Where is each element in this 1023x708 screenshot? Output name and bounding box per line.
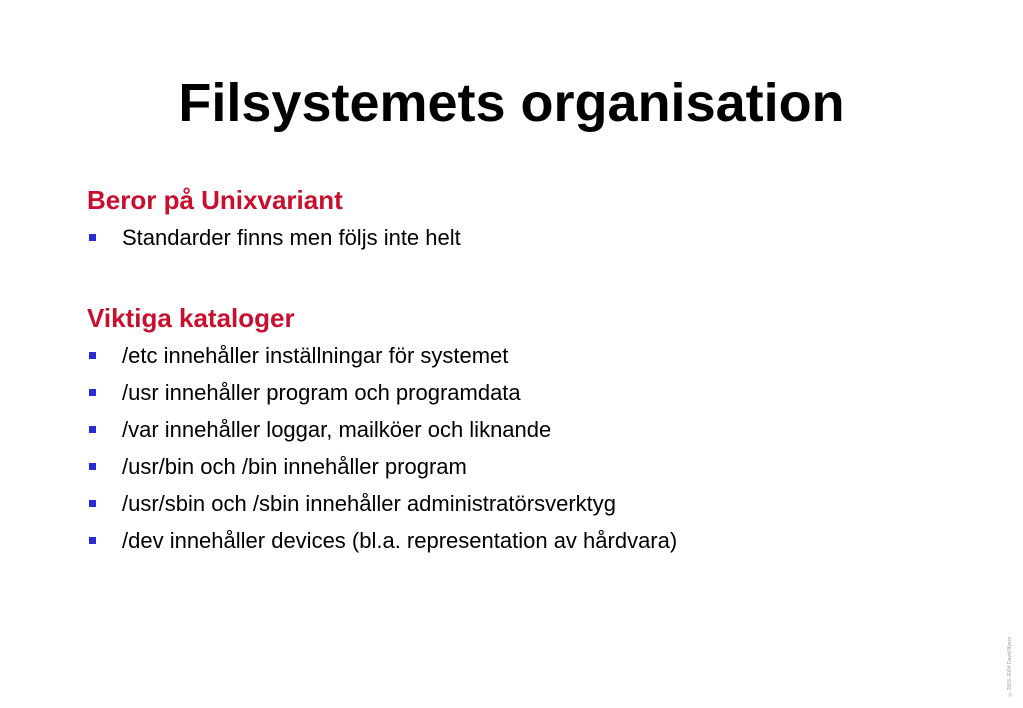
square-bullet-icon xyxy=(89,352,96,359)
bullet-text: /dev innehåller devices (bl.a. representation av hårdvara) xyxy=(122,528,678,553)
section-important-directories xyxy=(87,302,677,554)
square-bullet-icon xyxy=(89,537,96,544)
section-heading: Viktiga kataloger xyxy=(87,303,295,333)
bullet-text: /usr/bin och /bin innehåller program xyxy=(122,454,467,479)
bullet-item xyxy=(87,225,461,251)
square-bullet-icon xyxy=(89,463,96,470)
square-bullet-icon xyxy=(89,500,96,507)
bullet-item xyxy=(87,491,677,517)
bullet-item xyxy=(87,343,677,369)
section-heading: Beror på Unixvariant xyxy=(87,185,343,215)
bullet-item xyxy=(87,417,677,443)
section-unix-variant xyxy=(87,184,461,251)
bullet-item xyxy=(87,380,677,406)
bullet-text: /etc innehåller inställningar för systemet xyxy=(122,343,509,368)
bullet-list xyxy=(87,225,461,251)
bullet-item xyxy=(87,528,677,554)
bullet-text: Standarder finns men följs inte helt xyxy=(122,225,461,250)
bullet-item xyxy=(87,454,677,480)
bullet-list xyxy=(87,343,677,554)
slide-title: Filsystemets organisation xyxy=(178,73,845,133)
bullet-text: /usr/sbin och /sbin innehåller administratörsverktyg xyxy=(122,491,617,516)
square-bullet-icon xyxy=(89,426,96,433)
square-bullet-icon xyxy=(89,234,96,241)
copyright-notice: ©2003–2004 David Byers xyxy=(1007,636,1013,696)
bullet-text: /var innehåller loggar, mailköer och liknande xyxy=(122,417,552,442)
bullet-text: /usr innehåller program och programdata xyxy=(122,380,521,405)
square-bullet-icon xyxy=(89,389,96,396)
